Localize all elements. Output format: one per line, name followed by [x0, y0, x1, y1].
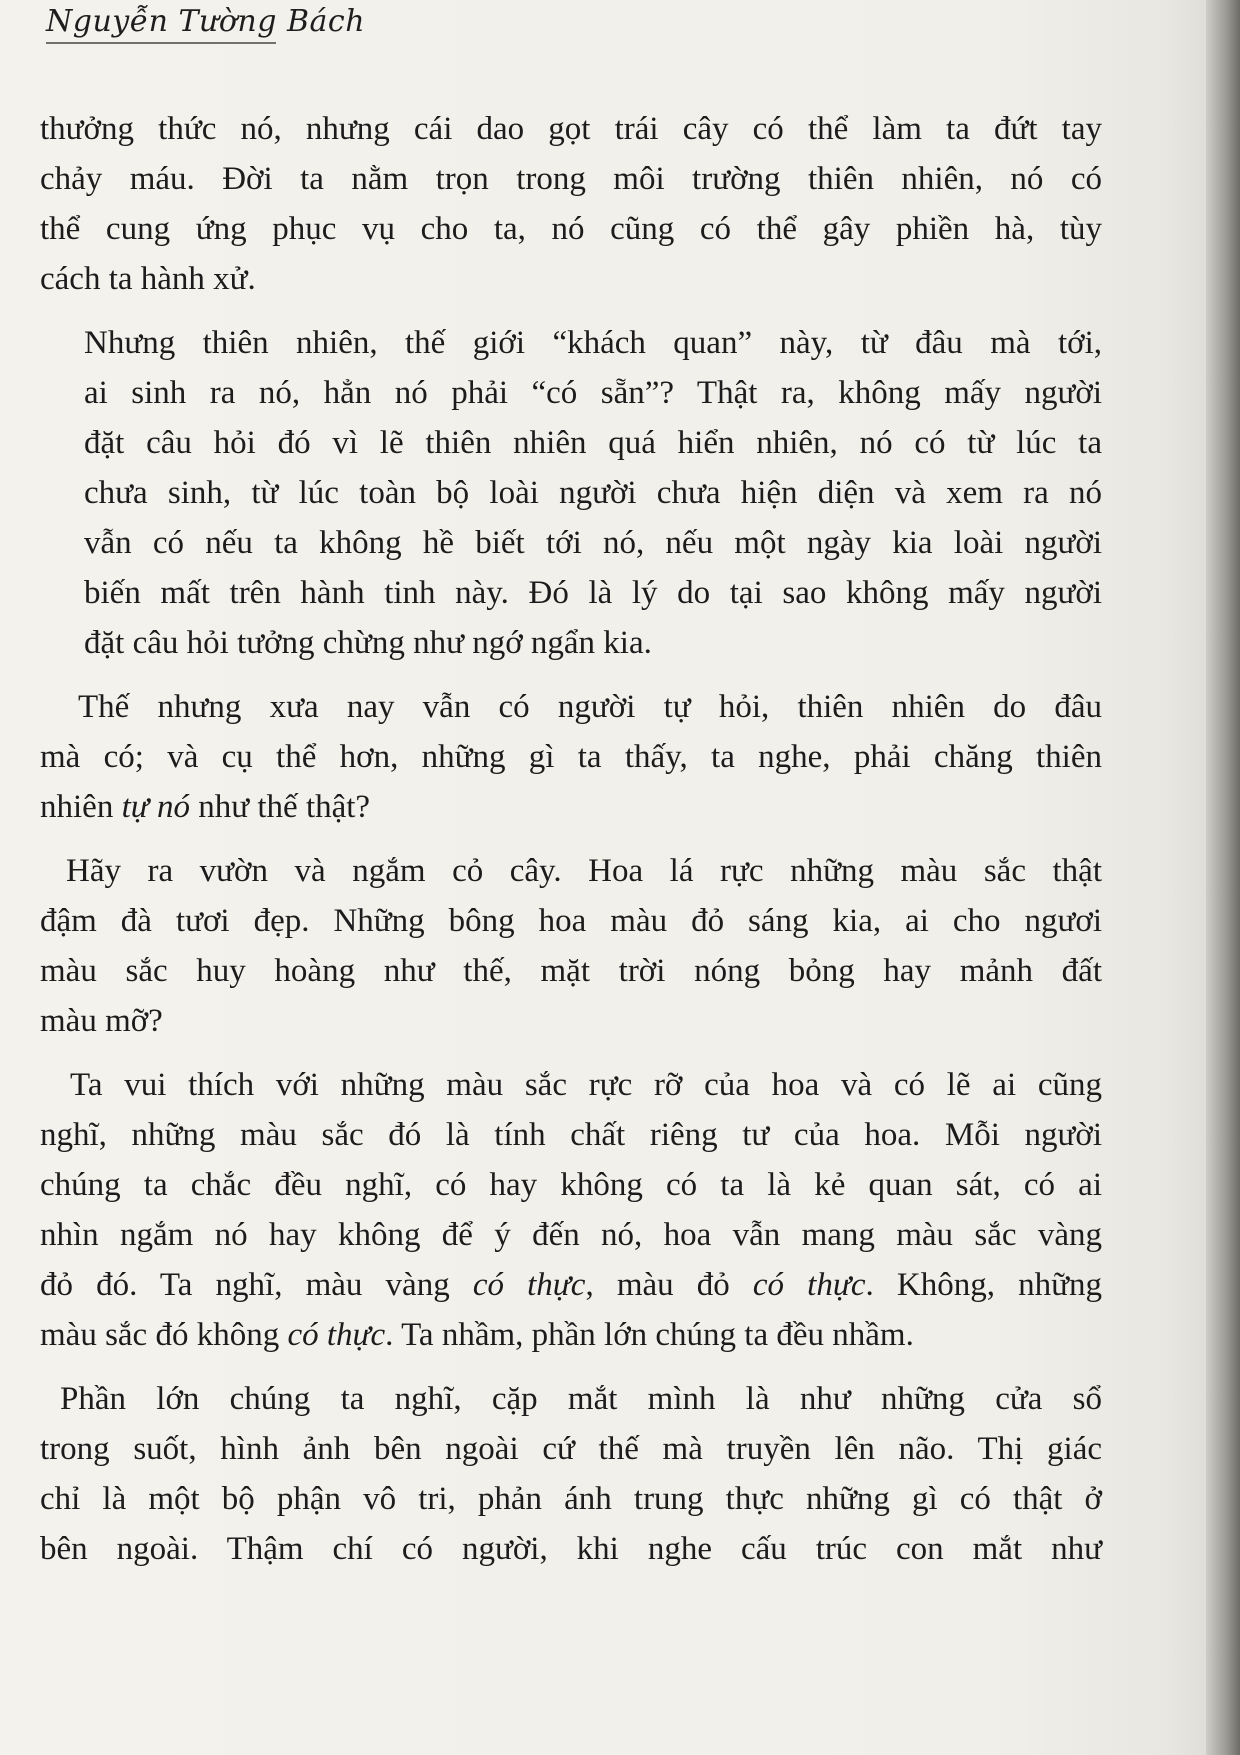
text-segment: nhiên [40, 789, 122, 825]
text-line: Ta vui thích với những màu sắc rực rỡ của hoa và có lẽ ai cũng [70, 1067, 1102, 1103]
text-line: Nhưng thiên nhiên, thế giới “khách quan” này, từ đâu mà tới, [84, 325, 1102, 361]
text-line: thưởng thức nó, nhưng cái dao gọt trái cây có thể làm ta đứt tay [40, 111, 1102, 147]
text-line: chưa sinh, từ lúc toàn bộ loài người chưa hiện diện và xem ra nó [84, 475, 1102, 511]
text-line [40, 782, 1102, 832]
body-text [40, 104, 1102, 1588]
text-line: Hãy ra vườn và ngắm cỏ cây. Hoa lá rực những màu sắc thật [66, 853, 1102, 889]
paragraph-2 [40, 318, 1102, 668]
text-line: Thế nhưng xưa nay vẫn có người tự hỏi, thiên nhiên do đâu [78, 689, 1102, 725]
text-line: chúng ta chắc đều nghĩ, có hay không có ta là kẻ quan sát, có ai [40, 1167, 1102, 1203]
text-line [40, 1260, 1102, 1310]
text-line: trong suốt, hình ảnh bên ngoài cứ thế mà truyền lên não. Thị giác [40, 1431, 1102, 1467]
italic-emphasis: có thực [472, 1267, 586, 1303]
text-segment: . Không, những [865, 1267, 1102, 1303]
text-line: ai sinh ra nó, hẳn nó phải “có sẵn”? Thật ra, không mấy người [84, 375, 1102, 411]
running-header: Nguyễn Tường Bách [46, 4, 366, 39]
italic-emphasis: tự nó [121, 789, 190, 825]
book-spine-shadow [1206, 0, 1240, 1755]
text-line: nhìn ngắm nó hay không để ý đến nó, hoa vẫn mang màu sắc vàng [40, 1217, 1102, 1253]
text-line [40, 1310, 1102, 1360]
text-line: bên ngoài. Thậm chí có người, khi nghe cấu trúc con mắt như [40, 1531, 1102, 1567]
paragraph-1 [40, 104, 1102, 304]
italic-emphasis: có thực [752, 1267, 866, 1303]
paragraph-4 [40, 846, 1102, 1046]
text-line: đặt câu hỏi tưởng chừng như ngớ ngẩn kia. [84, 625, 652, 661]
text-line: đặt câu hỏi đó vì lẽ thiên nhiên quá hiển nhiên, nó có từ lúc ta [84, 425, 1102, 461]
text-segment: . Ta nhầm, phần lớn chúng ta đều nhầm. [385, 1317, 914, 1353]
text-segment: màu sắc đó không [40, 1317, 288, 1353]
paragraph-5 [40, 1060, 1102, 1360]
text-line: màu mỡ? [40, 1003, 163, 1039]
text-line: biến mất trên hành tinh này. Đó là lý do tại sao không mấy người [84, 575, 1102, 611]
text-line: Phần lớn chúng ta nghĩ, cặp mắt mình là như những cửa sổ [60, 1381, 1102, 1417]
text-line: đậm đà tươi đẹp. Những bông hoa màu đỏ sáng kia, ai cho ngươi [40, 903, 1102, 939]
text-line: thể cung ứng phục vụ cho ta, nó cũng có thể gây phiền hà, tùy [40, 211, 1102, 247]
paragraph-3 [40, 682, 1102, 832]
italic-emphasis: có thực [287, 1317, 386, 1353]
text-line: chảy máu. Đời ta nằm trọn trong môi trường thiên nhiên, nó có [40, 161, 1102, 197]
text-line: màu sắc huy hoàng như thế, mặt trời nóng bỏng hay mảnh đất [40, 953, 1102, 989]
text-line: vẫn có nếu ta không hề biết tới nó, nếu một ngày kia loài người [84, 525, 1102, 561]
text-line: cách ta hành xử. [40, 261, 256, 297]
text-line: nghĩ, những màu sắc đó là tính chất riêng tư của hoa. Mỗi người [40, 1117, 1102, 1153]
text-line: mà có; và cụ thể hơn, những gì ta thấy, ta nghe, phải chăng thiên [40, 739, 1102, 775]
header-underline [46, 42, 276, 44]
paragraph-6 [40, 1374, 1102, 1574]
text-segment: , màu đỏ [585, 1267, 753, 1303]
text-segment: đỏ đó. Ta nghĩ, màu vàng [40, 1267, 473, 1303]
text-line: chỉ là một bộ phận vô tri, phản ánh trung thực những gì có thật ở [40, 1481, 1102, 1517]
text-segment: như thế thật? [190, 789, 371, 825]
